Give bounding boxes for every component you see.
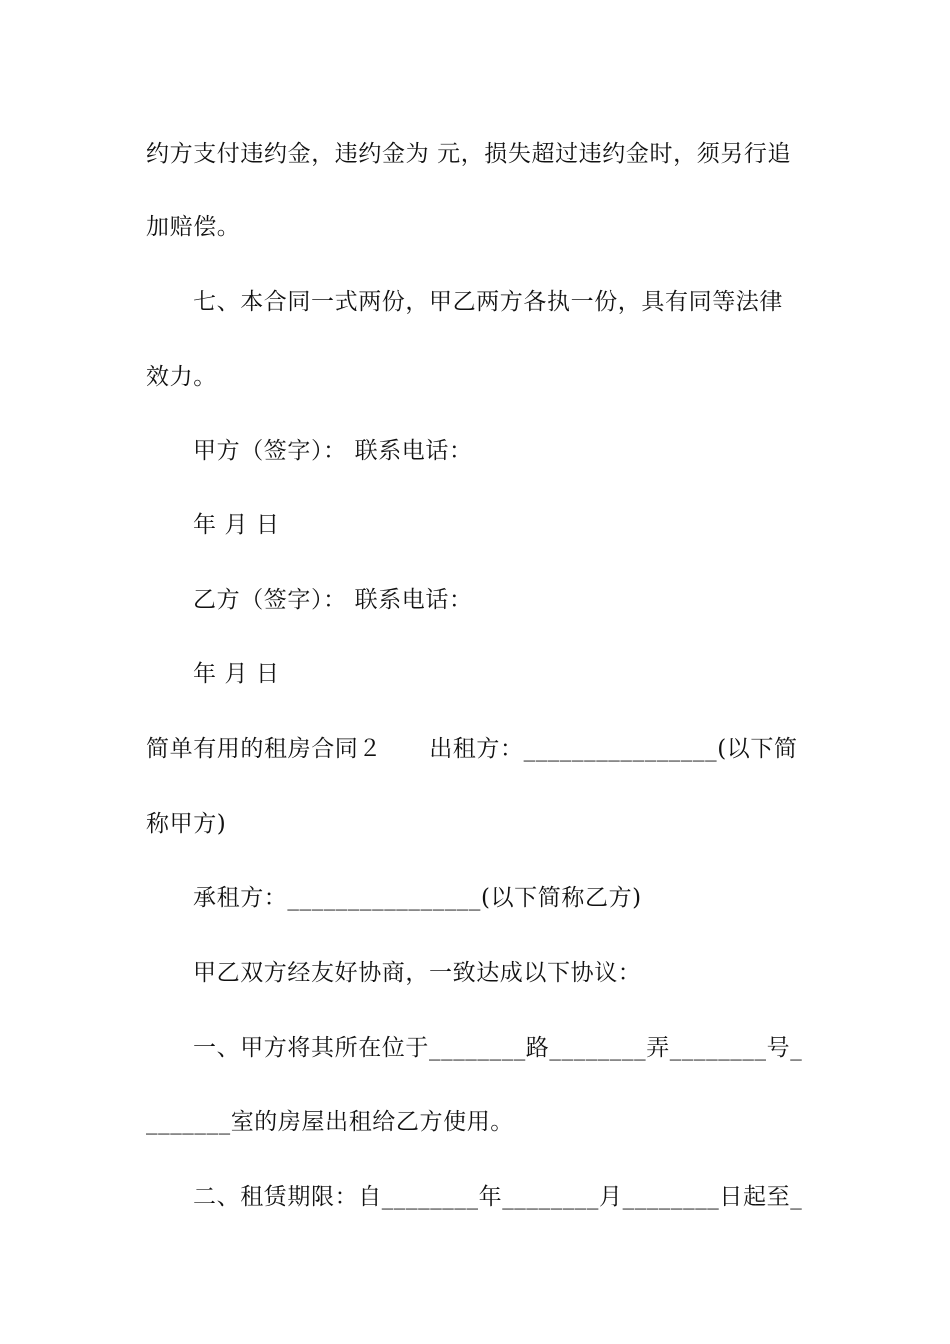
body-text-line: 称甲方) (146, 811, 227, 837)
clause-seven-line: 七、本合同一式两份，甲乙两方各执一份，具有同等法律 (193, 289, 783, 315)
body-text-line: 效力。 (146, 364, 217, 390)
body-text-line: 加赔偿。 (146, 214, 241, 240)
contract-title-line: 简单有用的租房合同２ 出租方：________________(以下简 (146, 736, 798, 762)
body-text-line: 约方支付违约金，违约金为 元，损失超过违约金时，须另行追 (146, 141, 792, 167)
agreement-intro-line: 甲乙双方经友好协商，一致达成以下协议： (193, 960, 642, 986)
body-text-line: _______室的房屋出租给乙方使用。 (146, 1109, 514, 1135)
clause-two-line: 二、租赁期限：自________年________月________日起至_ (193, 1184, 803, 1210)
party-b-signature-line: 乙方（签字）： 联系电话： (193, 587, 473, 613)
lessee-line: 承租方：________________(以下简称乙方) (193, 885, 642, 911)
party-a-date-line: 年 月 日 (193, 512, 280, 538)
clause-one-line: 一、甲方将其所在位于________路________弄________号_ (193, 1035, 803, 1061)
party-a-signature-line: 甲方（签字）： 联系电话： (193, 438, 473, 464)
party-b-date-line: 年 月 日 (193, 661, 280, 687)
